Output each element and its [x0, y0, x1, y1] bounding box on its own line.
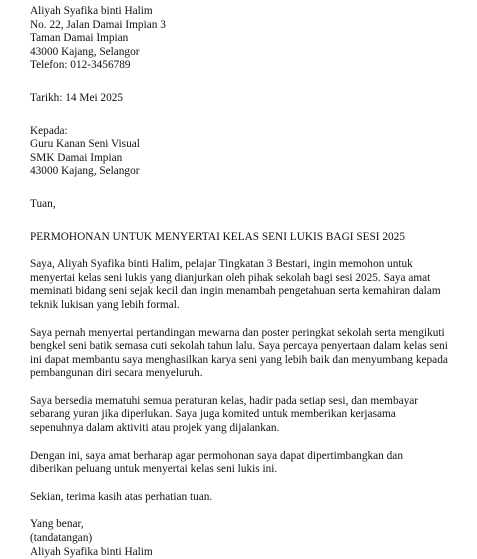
body-paragraph-5: Sekian, terima kasih atas perhatian tuan. [30, 490, 213, 503]
body-paragraph-1: Saya, Aliyah Syafika binti Halim, pelajar Tingkatan 3 Bestari, ingin memohon untuk menyertai kelas seni lukis yang dianjurkan oleh pihak sekolah bagi sesi 2025. Saya amat meminati bidang seni sejak kecil dan ingin menambah pengetahuan serta kemahiran dalam teknik lukisan yang lebih formal. [30, 258, 441, 311]
letter-date: Tarikh: 14 Mei 2025 [30, 91, 124, 104]
closing-block [30, 518, 470, 559]
letter [30, 5, 470, 559]
recipient-school: SMK Damai Impian [30, 151, 123, 164]
sender-address-line1: No. 22, Jalan Damai Impian 3 [30, 18, 166, 31]
recipient-title: Guru Kanan Seni Visual [30, 138, 140, 151]
salutation: Tuan, [30, 197, 56, 210]
body-paragraph-4: Dengan ini, saya amat berharap agar permohonan saya dapat dipertimbangkan dan diberikan peluang untuk menyertai kelas seni lukis ini. [30, 449, 403, 476]
sender-name: Aliyah Syafika binti Halim [30, 5, 153, 17]
recipient-address: 43000 Kajang, Selangor [30, 165, 140, 178]
recipient-block [30, 125, 470, 179]
body-paragraph-3: Saya bersedia mematuhi semua peraturan kelas, hadir pada setiap sesi, dan membayar sebarang yuran jika diperlukan. Saya juga komited untuk memberikan kerjasama sepenuhnya dalam aktiviti atau projek yang dijalankan. [30, 394, 419, 435]
recipient-label: Kepada: [30, 124, 68, 137]
subject-line: PERMOHONAN UNTUK MENYERTAI KELAS SENI LUKIS BAGI SESI 2025 [30, 230, 405, 243]
body-paragraph-2: Saya pernah menyertai pertandingan mewarna dan poster peringkat sekolah serta mengikuti bengkel seni batik semasa cuti sekolah tahun lalu. Saya percaya penyertaan dalam kelas seni ini dapat membantu saya menghasilkan karya seni yang lebih baik dan menyumbang kepada pembangunan diri secara menyeluruh. [30, 326, 448, 380]
sender-address-line3: 43000 Kajang, Selangor [30, 45, 140, 58]
sender-address-line2: Taman Damai Impian [30, 32, 129, 45]
sender-block [30, 5, 470, 73]
closing-name: Aliyah Syafika binti Halim [30, 545, 153, 558]
signature-placeholder: (tandatangan) [30, 532, 93, 545]
valediction: Yang benar, [30, 518, 84, 531]
sender-phone: Telefon: 012-3456789 [30, 59, 131, 72]
